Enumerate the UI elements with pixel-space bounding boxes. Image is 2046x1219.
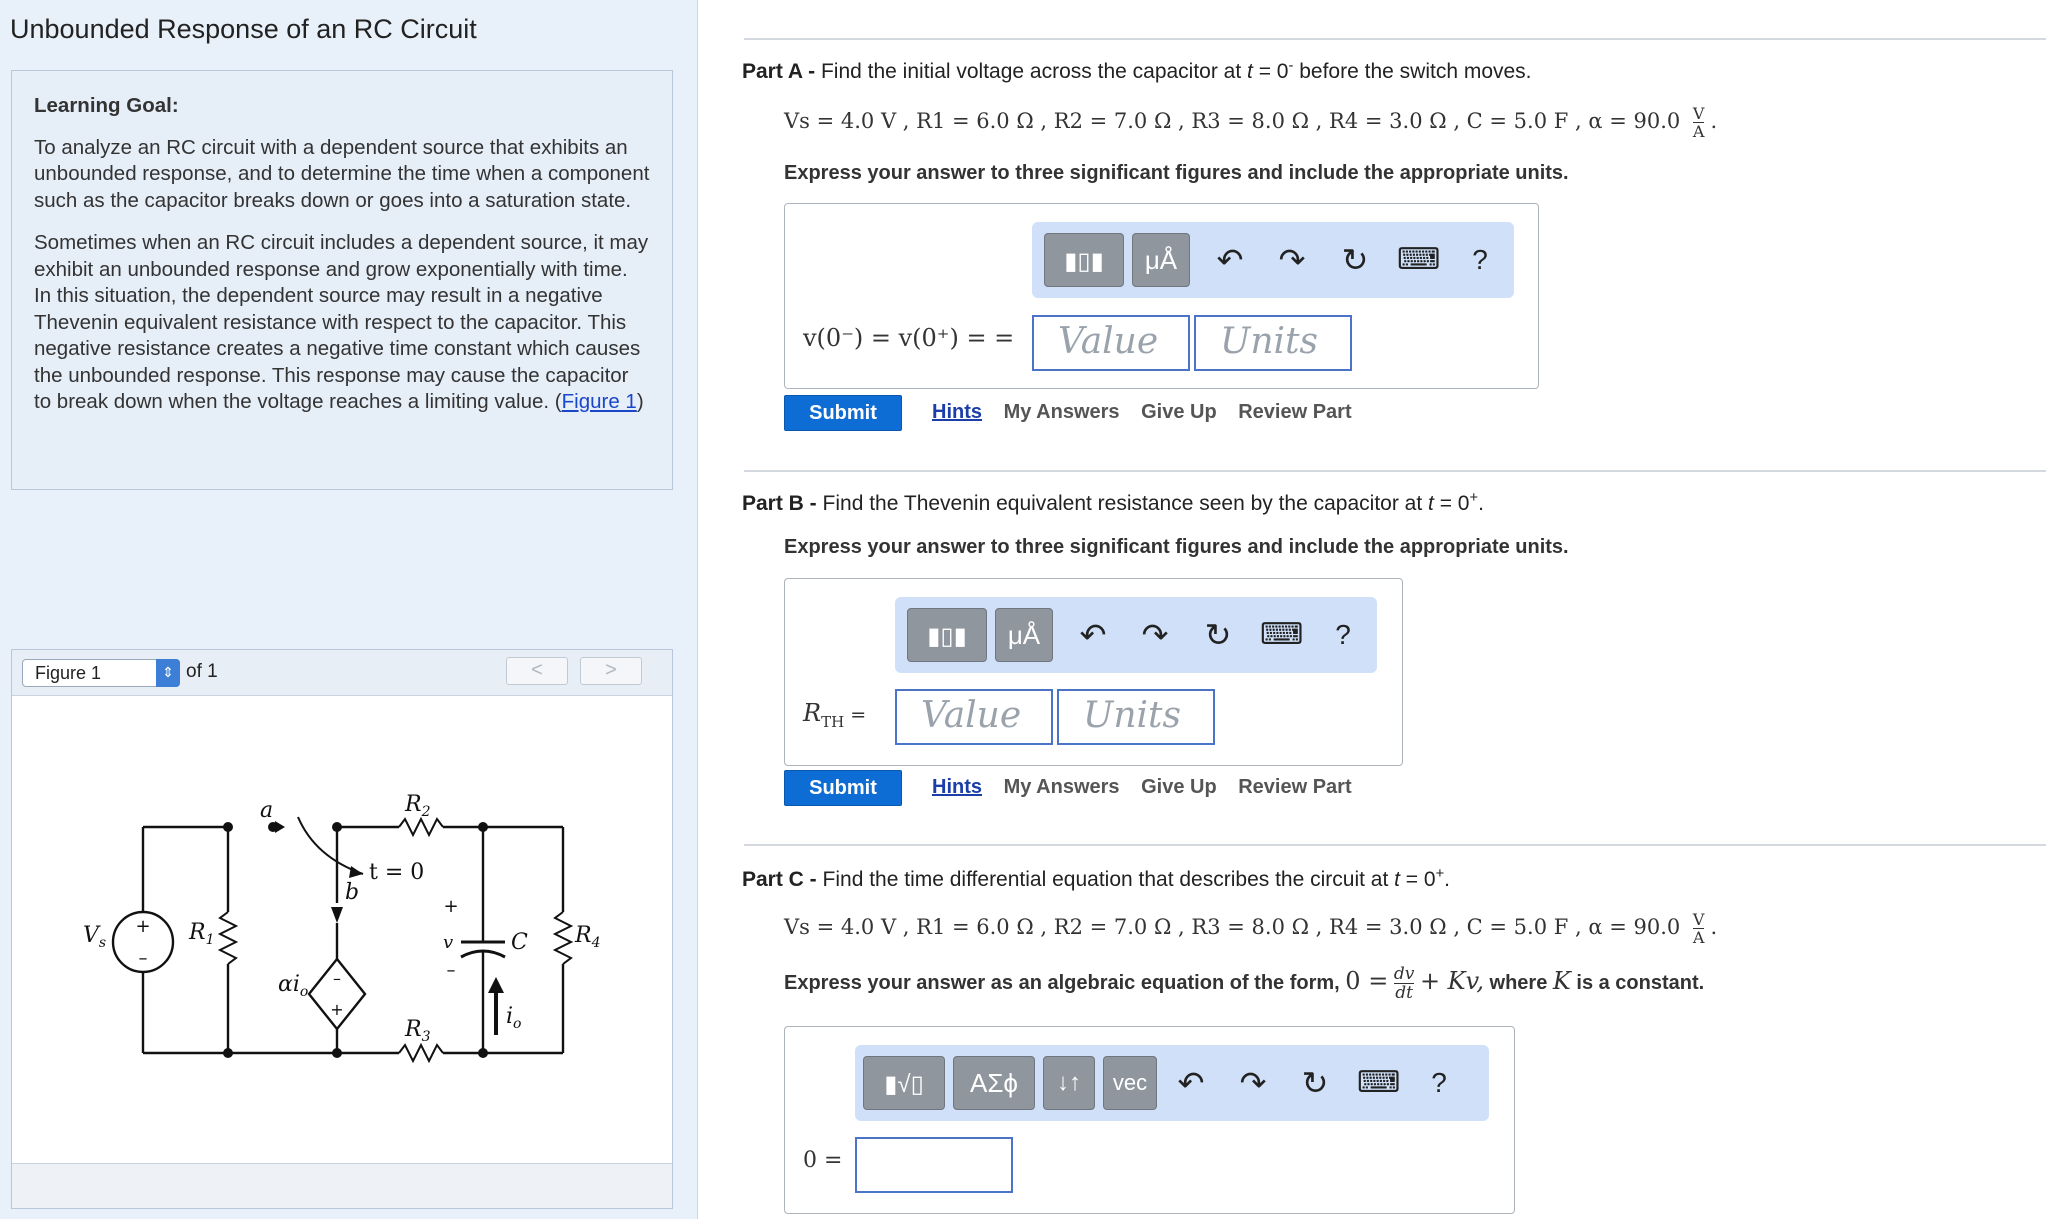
goal-paragraph-2-text: Sometimes when an RC circuit includes a dependent source, it may exhibit an unbounded response and grow exponentially with time. In this situation, the dependent source may result in a negative Thevenin equivalent resistance with respect to the capacitor. This negative resistance creates a negative time constant which causes the unbounded response. This response may cause the capacitor to break down when the voltage reaches a limiting value.: [34, 231, 649, 413]
part-b-instruction: Express your answer to three significant figures and include the appropriate units.: [784, 536, 1569, 558]
part-c-answer-box: [784, 1026, 1515, 1214]
part-a-help-icon[interactable]: ?: [1472, 244, 1488, 275]
node-a-arrow-icon: [275, 821, 285, 833]
part-b-question-post: .: [1478, 492, 1484, 515]
part-a-undo-icon[interactable]: ↶: [1216, 242, 1244, 278]
part-c-equation-input[interactable]: [855, 1137, 1013, 1193]
part-a-instruction: Express your answer to three significant figures and include the appropriate units.: [784, 162, 1569, 184]
part-c-help-icon[interactable]: ?: [1431, 1067, 1447, 1098]
part-c-answer-label: 0 =: [803, 1148, 843, 1173]
resistor-r3: [399, 1045, 443, 1061]
divider-part-b: [744, 470, 2046, 472]
part-b-template-button[interactable]: [907, 608, 987, 662]
part-c-instruction: [784, 965, 1704, 1002]
label-r3-sub: 3: [421, 1029, 431, 1045]
part-b-title: [742, 490, 1484, 516]
label-switch: t = 0: [369, 860, 425, 885]
part-a-question-pre: Find the initial voltage across the capacitor at: [820, 60, 1248, 83]
node-bottom-r1-dot: [223, 1048, 233, 1058]
goal-paragraph-2: [34, 230, 650, 416]
dep-plus: +: [330, 1000, 344, 1019]
part-a-submit-button[interactable]: Submit: [784, 395, 902, 431]
part-b-toolbar: [895, 597, 1377, 673]
node-bottom-dep-dot: [332, 1048, 342, 1058]
label-r2: [404, 792, 431, 820]
cap-minus: –: [446, 960, 456, 981]
label-vs-sub: s: [98, 935, 107, 951]
node-top-mid-dot: [332, 822, 342, 832]
part-c-instr-pre: Express your answer as an algebraic equation of the form,: [784, 971, 1340, 994]
vs-plus: +: [135, 916, 151, 937]
part-a-links: [932, 401, 1368, 424]
part-c-keyboard-icon[interactable]: ⌨: [1357, 1066, 1401, 1099]
part-a-answer-box: [784, 203, 1539, 389]
divider-top: [744, 38, 2046, 40]
label-r4-main: R: [575, 923, 592, 948]
part-c-template-button[interactable]: [863, 1056, 945, 1110]
part-c-label: Part C -: [742, 868, 817, 891]
paren-open: (: [554, 390, 562, 413]
part-c-question-pre: Find the time differential equation that describes the circuit at: [822, 868, 1395, 891]
part-a-params-end: .: [1710, 109, 1718, 133]
current-io-shaft: [494, 989, 498, 1035]
part-c-title: [742, 866, 1450, 892]
part-a-eq: = 0: [1252, 60, 1289, 83]
part-a-title: [742, 58, 1532, 84]
part-b-units-button[interactable]: μÅ: [995, 608, 1053, 662]
part-c-eq: = 0: [1399, 868, 1436, 891]
sqrt-template-icon: ▮√▯: [884, 1071, 924, 1098]
resistor-r1: [220, 912, 236, 964]
part-a-params-text: Vs = 4.0 V , R1 = 6.0 Ω , R2 = 7.0 Ω , R3 = 8.0 Ω , R4 = 3.0 Ω , C = 5.0 F , α = 90.0: [784, 109, 1681, 133]
part-a-frac-den: A: [1692, 122, 1705, 141]
part-b-help-icon[interactable]: ?: [1335, 619, 1351, 650]
cap-plus: +: [443, 896, 459, 917]
label-io: [506, 1004, 521, 1032]
switch-arrow-icon: [349, 866, 363, 878]
part-c-frac-num: V: [1692, 910, 1705, 929]
label-c: C: [511, 930, 528, 955]
label-vs-main: V: [83, 923, 99, 948]
part-b-links: [932, 776, 1368, 799]
current-io-arrow-icon: [488, 977, 504, 993]
part-a-t: t: [1247, 60, 1253, 83]
part-a-value-input[interactable]: Value: [1032, 315, 1190, 371]
part-b-label: Part B -: [742, 492, 817, 515]
paren-close: ): [636, 390, 644, 413]
part-a-params: [784, 105, 1717, 140]
label-r2-sub: 2: [421, 804, 431, 820]
part-b-answer-box: [784, 578, 1403, 766]
part-b-review-part-link[interactable]: Review Part: [1238, 776, 1352, 798]
part-c-redo-icon[interactable]: ↷: [1239, 1065, 1267, 1101]
label-dep-main: αi: [278, 972, 300, 997]
figure-count: of 1: [186, 661, 218, 682]
part-b-sup: +: [1469, 490, 1479, 506]
part-c-params: [784, 911, 1717, 946]
part-a-redo-icon[interactable]: ↷: [1278, 242, 1306, 278]
part-b-answer-label: [803, 699, 866, 731]
figure-select[interactable]: [22, 659, 180, 687]
part-c-toolbar: [855, 1045, 1489, 1121]
node-a-dot: [223, 822, 233, 832]
part-a-keyboard-icon[interactable]: ⌨: [1397, 243, 1441, 276]
part-c-reset-icon[interactable]: ↻: [1301, 1065, 1329, 1101]
part-c-frac-den: A: [1692, 928, 1705, 947]
left-panel: [0, 0, 698, 1219]
part-b-give-up-link[interactable]: Give Up: [1141, 776, 1217, 798]
part-b-eq: = 0: [1433, 492, 1470, 515]
dep-minus: –: [333, 969, 341, 988]
part-a-hints-link[interactable]: Hints: [932, 401, 982, 423]
part-a-sup: -: [1288, 58, 1294, 74]
part-c-instr-eq1: + Kv,: [1419, 966, 1484, 995]
figure-select-value: Figure 1: [35, 663, 102, 683]
label-r1-main: R: [189, 920, 206, 945]
part-a-params-frac: [1693, 105, 1705, 140]
part-c-greek-button[interactable]: ΑΣϕ: [953, 1056, 1035, 1110]
part-c-instr-frac: [1394, 965, 1415, 1002]
figure-footer: [12, 1163, 672, 1208]
figure-next-button[interactable]: >: [580, 657, 642, 685]
part-a-reset-icon[interactable]: ↻: [1341, 242, 1369, 278]
goal-paragraph-1: To analyze an RC circuit with a dependent source that exhibits an unbounded response, and to determine the time when a component such as the capacitor breaks down or goes into a saturation state.: [34, 135, 650, 212]
label-r4-sub: 4: [591, 935, 601, 951]
label-dep-sub: o: [299, 984, 309, 1000]
part-b-hints-link[interactable]: Hints: [932, 776, 982, 798]
part-b-answer-eq: =: [844, 704, 867, 726]
node-top-cap-dot: [478, 822, 488, 832]
label-r2-main: R: [405, 792, 422, 817]
label-b: b: [345, 880, 360, 905]
resistor-r2: [399, 819, 443, 835]
vs-minus: –: [138, 948, 148, 969]
label-io-main: i: [506, 1004, 514, 1029]
part-a-units-button[interactable]: μÅ: [1132, 233, 1190, 287]
part-a-label: Part A -: [742, 60, 816, 83]
learning-goal-label: Learning Goal:: [34, 94, 179, 117]
part-b-my-answers-link[interactable]: My Answers: [1003, 776, 1120, 798]
part-b-submit-button[interactable]: Submit: [784, 770, 902, 806]
part-c-instr-post: is a constant.: [1576, 971, 1705, 994]
figure-toolbar: [12, 650, 672, 696]
label-v: v: [443, 932, 454, 953]
label-r1: [188, 920, 215, 948]
part-c-undo-icon[interactable]: ↶: [1177, 1065, 1205, 1101]
template-icon: ▮▯▮: [1064, 248, 1104, 275]
part-c-sup: +: [1435, 866, 1445, 882]
part-a-toolbar: [1032, 222, 1514, 298]
part-a-frac-num: V: [1692, 104, 1705, 123]
part-b-value-input[interactable]: Value: [895, 689, 1053, 745]
part-a-answer-label: v(0⁻) = v(0⁺) = =: [803, 324, 1015, 352]
label-io-sub: o: [513, 1016, 522, 1032]
part-c-instr-k: K: [1552, 966, 1571, 995]
learning-goal-box: [11, 70, 673, 490]
problem-title: Unbounded Response of an RC Circuit: [10, 14, 477, 44]
part-c-params-end: .: [1710, 915, 1718, 939]
part-b-question-pre: Find the Thevenin equivalent resistance seen by the capacitor at: [822, 492, 1429, 515]
part-b-answer-sub: TH: [821, 712, 845, 731]
node-bottom-cap-dot: [478, 1048, 488, 1058]
label-vs: [83, 923, 106, 951]
label-r1-sub: 1: [205, 932, 215, 948]
part-c-instr-frac-den: dt: [1395, 983, 1413, 1003]
circuit-diagram: [63, 777, 601, 1077]
part-a-my-answers-link[interactable]: My Answers: [1003, 401, 1120, 423]
resistor-r4: [555, 912, 571, 964]
part-c-params-frac: [1693, 911, 1705, 946]
part-c-params-text: Vs = 4.0 V , R1 = 6.0 Ω , R2 = 7.0 Ω , R3 = 8.0 Ω , R4 = 3.0 Ω , C = 5.0 F , α = 90.0: [784, 915, 1681, 939]
part-b-units-input[interactable]: Units: [1057, 689, 1215, 745]
part-a-units-input[interactable]: Units: [1194, 315, 1352, 371]
part-c-instr-mid: where: [1489, 971, 1548, 994]
part-a-give-up-link[interactable]: Give Up: [1141, 401, 1217, 423]
part-b-reset-icon[interactable]: ↻: [1204, 617, 1232, 653]
part-b-t: t: [1428, 492, 1434, 515]
node-b-arrow-icon: [331, 907, 343, 923]
part-a-question-post: before the switch moves.: [1293, 60, 1532, 83]
label-dep: [278, 972, 308, 1000]
part-c-vec-button[interactable]: vec: [1103, 1056, 1157, 1110]
template-icon: ▮▯▮: [927, 623, 967, 650]
part-a-template-button[interactable]: [1044, 233, 1124, 287]
part-c-question-post: .: [1444, 868, 1451, 891]
part-b-undo-icon[interactable]: ↶: [1079, 617, 1107, 653]
part-c-arrows-button[interactable]: ↓↑: [1043, 1056, 1095, 1110]
select-arrows-icon: ⇕: [156, 659, 180, 687]
part-c-t: t: [1394, 868, 1400, 891]
switch-arm: [298, 817, 363, 874]
part-b-answer-r: R: [803, 699, 822, 727]
part-b-keyboard-icon[interactable]: ⌨: [1260, 618, 1304, 651]
label-a: a: [260, 798, 274, 823]
label-r3-main: R: [405, 1017, 422, 1042]
label-r3: [404, 1017, 431, 1045]
figure-link[interactable]: Figure 1: [561, 390, 637, 413]
figure-prev-button[interactable]: <: [506, 657, 568, 685]
part-c-instr-frac-num: dv: [1393, 964, 1415, 984]
part-c-instr-eq0: 0 =: [1345, 966, 1389, 995]
divider-part-c: [744, 844, 2046, 846]
part-a-review-part-link[interactable]: Review Part: [1238, 401, 1352, 423]
part-b-redo-icon[interactable]: ↷: [1141, 617, 1169, 653]
